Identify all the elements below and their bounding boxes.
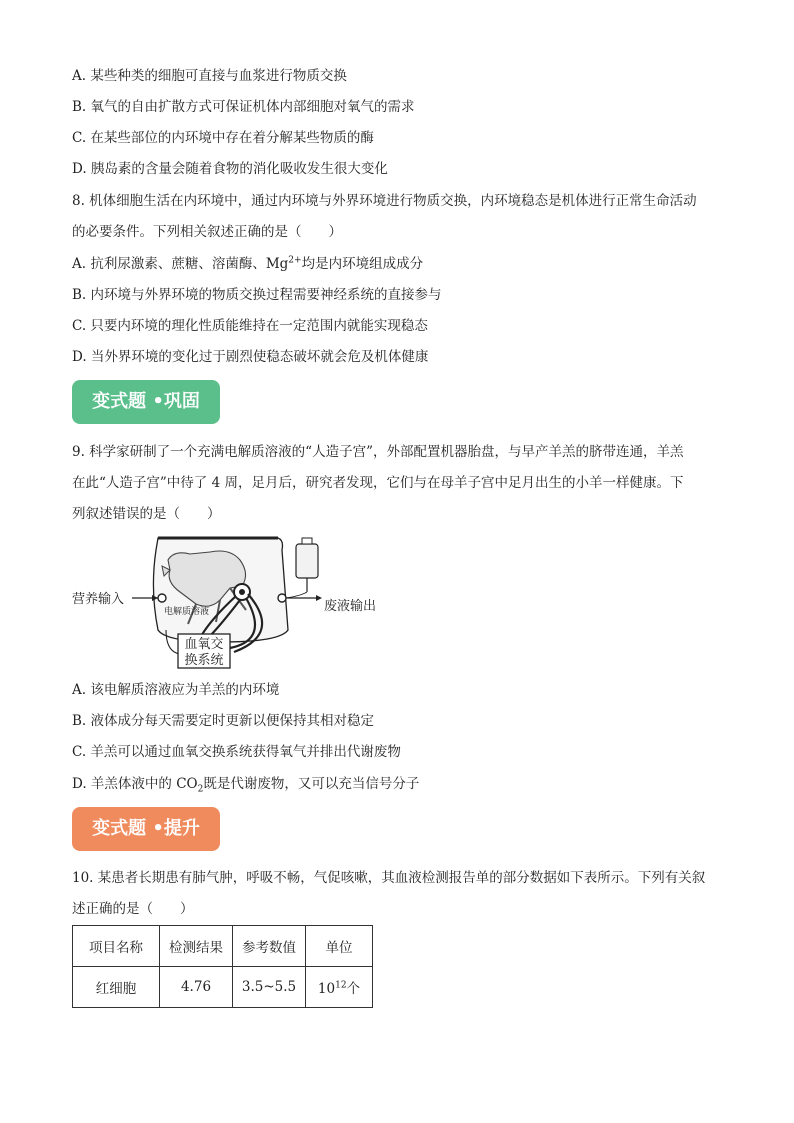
q7-option-c: C. 在某些部位的内环境中存在着分解某些物质的酶 [72, 130, 374, 146]
q9-option-d-subscript: 2 [197, 784, 204, 795]
q9-stem-line1: 9. 科学家研制了一个充满电解质溶液的“人造子宫”，外部配置机器胎盘，与早产羊羔的脐带连通，羊羔 [72, 444, 684, 460]
q9-stem-line2: 在此“人造子宫”中待了 4 周，足月后，研究者发现，它们与在母羊子宫中足月出生的小羊一样健康。下 [72, 475, 684, 491]
q9-stem-line3: 列叙述错误的是（ ） [72, 506, 221, 522]
nutrition-input-label: 营养输入 [72, 592, 125, 607]
banner-consolidate: 变式题 •巩固 [72, 380, 220, 424]
waste-output-label: 废液输出 [324, 599, 377, 614]
q9-option-a: A. 该电解质溶液应为羊羔的内环境 [72, 682, 280, 698]
inlet-port [158, 594, 166, 602]
q7-option-d: D. 胰岛素的含量会随着食物的消化吸收发生很大变化 [72, 161, 388, 177]
q8-stem-line2: 的必要条件。下列相关叙述正确的是（ ） [72, 224, 342, 240]
outlet-port [278, 594, 286, 602]
q10-stem-line2: 述正确的是（ ） [72, 901, 194, 917]
q8-option-d: D. 当外界环境的变化过于剧烈使稳态破坏就会危及机体健康 [72, 349, 429, 365]
q7-option-b: B. 氧气的自由扩散方式可保证机体内部细胞对氧气的需求 [72, 99, 415, 115]
q7-option-a: A. 某些种类的细胞可直接与血浆进行物质交换 [72, 68, 347, 84]
q10-stem-line1: 10. 某患者长期患有肺气肿，呼吸不畅，气促咳嗽，其血液检测报告单的部分数据如下表所示。下列有关叙 [72, 870, 706, 886]
table-header-row [73, 926, 373, 967]
table-header-cell: 参考数值 [233, 926, 306, 967]
q8-stem-line1: 8. 机体细胞生活在内环境中，通过内环境与外界环境进行物质交换，内环境稳态是机体进行正常生命活动 [72, 193, 697, 209]
q8-option-a-text: A. 抗利尿激素、蔗糖、溶菌酶、Mg [72, 256, 289, 272]
table-header-cell: 检测结果 [160, 926, 233, 967]
exchange-label-line2: 换系统 [184, 653, 224, 668]
exchange-label-line1: 血氧交 [184, 637, 224, 652]
table-header-cell: 单位 [306, 926, 373, 967]
table-cell-unit [306, 967, 373, 1008]
table-cell-name: 红细胞 [73, 967, 160, 1008]
q8-option-a-rest: 均是内环境组成成分 [301, 256, 424, 272]
electrolyte-label: 电解质溶液 [164, 607, 210, 617]
banner-improve: 变式题 •提升 [72, 807, 220, 851]
q8-option-a-charge: 2+ [288, 255, 302, 266]
q8-option-b: B. 内环境与外界环境的物质交换过程需要神经系统的直接参与 [72, 287, 442, 303]
q9-option-d-rest: 既是代谢废物，又可以充当信号分子 [203, 776, 420, 792]
table-cell-reference: 3.5~5.5 [233, 967, 306, 1008]
unit-exponent: 12 [335, 980, 347, 991]
q9-option-d [72, 774, 419, 794]
unit-suffix: 个 [346, 981, 361, 997]
q9-option-c: C. 羊羔可以通过血氧交换系统获得氧气并排出代谢废物 [72, 744, 401, 760]
blood-report-table [72, 925, 373, 1008]
q9-option-b: B. 液体成分每天需要定时更新以便保持其相对稳定 [72, 713, 375, 729]
unit-base: 10 [317, 981, 336, 997]
table-row [73, 967, 373, 1008]
artificial-womb-figure [70, 530, 390, 672]
table-header-cell: 项目名称 [73, 926, 160, 967]
table-cell-result: 4.76 [160, 967, 233, 1008]
q9-option-d-text: D. 羊羔体液中的 CO [72, 776, 198, 792]
q8-option-c: C. 只要内环境的理化性质能维持在一定范围内就能实现稳态 [72, 318, 428, 334]
iv-bag [296, 544, 318, 578]
q8-option-a [72, 254, 423, 274]
